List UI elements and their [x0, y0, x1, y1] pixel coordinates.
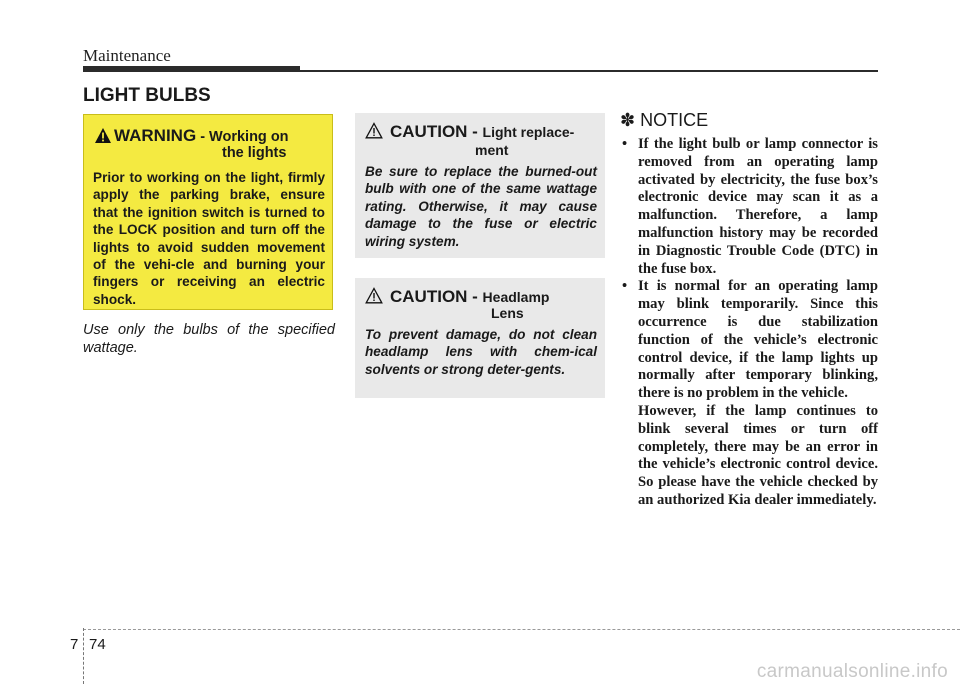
caution1-text: Be sure to replace the burned-out bulb with one of the same wattage rating. Otherwise, it may cause damage to the fuse or electric wiring system. — [365, 164, 597, 249]
warning-box — [83, 114, 333, 310]
header-rule-thin — [300, 70, 878, 72]
caution-triangle-icon — [365, 122, 383, 139]
caution2-label: CAUTION - — [390, 287, 483, 306]
section-title: LIGHT BULBS — [83, 85, 211, 106]
bullet: • — [622, 136, 628, 152]
caution2-heading — [390, 287, 549, 307]
caution2-subtitle-line2: Lens — [491, 305, 524, 321]
notice-item-2-text-continued: However, if the lamp continues to blink several times or turn off completely, there may be an error in the vehicle’s electronic control device. So please have the vehicle checked by an authorized Kia dealer immediately. — [638, 402, 878, 508]
caution1-subtitle-line1: Light replace- — [482, 124, 575, 140]
header-rule-thick — [83, 66, 300, 72]
notice-item-1 — [620, 136, 878, 278]
chapter-number: 7 — [70, 636, 79, 653]
caution-box-headlamp-lens — [355, 278, 605, 398]
caution-box-light-replacement — [355, 113, 605, 258]
notice-item-2-text: It is normal for an operating lamp may blink temporarily. Since this occurrence is due stabilization function of the vehicle’s electronic control device, if the lamp lights up normally after temporary blinking, there is no problem in the vehicle. — [638, 278, 878, 402]
warning-subtitle-line2: the lights — [222, 145, 287, 161]
caution1-label: CAUTION - — [390, 122, 483, 141]
warning-text: Prior to working on the light, firmly apply the parking brake, ensure that the ignition switch is turned to the LOCK position and turn off the lights to avoid sudden movement of the vehi-cle and burning your fingers or receiving an electric shock. — [93, 170, 325, 307]
notice-title: ✽ NOTICE — [620, 110, 709, 130]
page-number: 74 — [89, 636, 106, 653]
caution1-subtitle-line2: ment — [475, 142, 509, 158]
caution2-text: To prevent damage, do not clean headlamp lens with chem-ical solvents or strong deter-gents. — [365, 327, 597, 377]
notice-item-2 — [620, 278, 878, 509]
watermark: carmanualsonline.info — [756, 661, 948, 682]
bullet: • — [622, 278, 628, 295]
warning-heading — [114, 126, 289, 146]
footer-divider — [83, 628, 85, 684]
page-header-title: Maintenance — [83, 46, 171, 65]
warning-subtitle-line1: - Working on — [196, 129, 289, 145]
warning-triangle-icon — [94, 127, 112, 144]
warning-label: WARNING — [114, 126, 197, 145]
caution-triangle-icon — [365, 287, 383, 304]
body-text: Use only the bulbs of the specified wattage. — [83, 322, 335, 356]
footer-rule — [83, 629, 960, 630]
notice-item-1-text: If the light bulb or lamp connector is removed from an operating lamp activated by electricity, the fuse box’s electronic device may scan it as a malfunction. Therefore, a lamp malfunction history may be recorded in Diagnostic Trouble Code (DTC) in the fuse box. — [638, 136, 878, 277]
caution2-subtitle-line1: Headlamp — [482, 289, 550, 305]
caution1-heading — [390, 122, 574, 142]
notice-list — [620, 136, 878, 510]
